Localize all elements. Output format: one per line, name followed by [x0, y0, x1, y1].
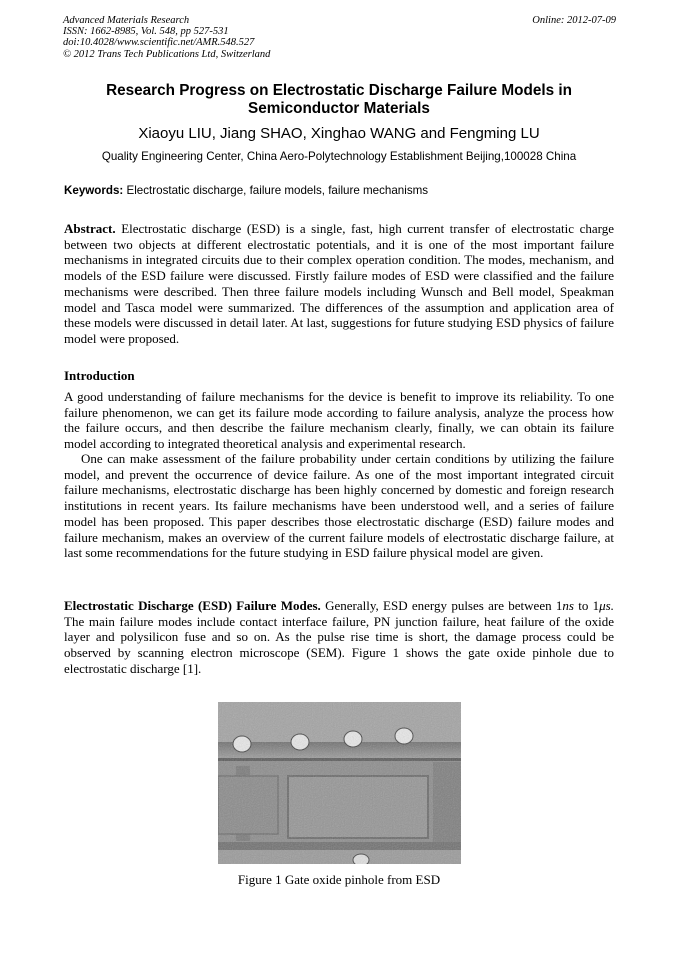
- intro-paragraph-2: One can make assessment of the failure probability under certain conditions by utilizing the failure model, and prevent the occurrence of device failure. As one of the most important integrated circuit failure mechanisms, electrostatic discharge has been highly concerned by domestic and foreign research institutions in recent years. Its failure mechanisms have been understood well, and a series of failure model has been proposed. This paper describes those electrostatic discharge (ESD) failure modes and failure mechanism, makes an overview of the current failure models of electrostatic discharge failure, at last some recommendations for the future studying in ESD failure physical model are given.: [64, 451, 614, 561]
- unit-ns: ns: [562, 598, 574, 613]
- issn-line: ISSN: 1662-8985, Vol. 548, pp 527-531: [63, 26, 229, 38]
- author-list: Xiaoyu LIU, Jiang SHAO, Xinghao WANG and Fengming LU: [138, 125, 540, 142]
- keywords-label: Keywords:: [64, 184, 124, 197]
- paper-title: Research Progress on Electrostatic Discharge Failure Models in Semiconductor Materials: [106, 82, 572, 117]
- sem-micrograph-figure: [218, 702, 461, 864]
- keywords-text: Electrostatic discharge, failure models, failure mechanisms: [123, 184, 429, 197]
- abstract-label: Abstract.: [64, 221, 116, 236]
- unit-us: μs.: [599, 598, 614, 613]
- esd-modes-label: Electrostatic Discharge (ESD) Failure Modes.: [64, 598, 321, 613]
- affiliation: Quality Engineering Center, China Aero-Polytechnology Establishment Beijing,100028 China: [101, 150, 577, 163]
- esd-text-c: The main failure modes include contact interface failure, PN junction failure, heat failure of the oxide layer and polysilicon fuse and so on. As the pulse rise time is short, the damage process could be observed by scanning electron microscope (SEM). Figure 1 shows the gate oxide pinhole due to electrostatic discharge [1].: [64, 613, 614, 676]
- intro-paragraph-1: A good understanding of failure mechanisms for the device is benefit to improve its reliability. To one failure phenomenon, we can get its failure mode according to failure analysis, analyze the process how the failure occurs, and then describe the failure mechanism clearly, finally, we can obtain its failure model according to integrated theoretical analysis and experimental research.: [64, 389, 614, 452]
- sem-micrograph-image: [218, 702, 461, 864]
- esd-text-a: Generally, ESD energy pulses are between 1: [320, 598, 563, 613]
- online-date: Online: 2012-07-09: [532, 15, 616, 26]
- abstract-paragraph: [64, 221, 614, 347]
- section-heading-introduction: Introduction: [64, 368, 135, 383]
- keywords: [64, 184, 616, 198]
- copyright-line: © 2012 Trans Tech Publications Ltd, Switzerland: [63, 48, 271, 60]
- journal-name: Advanced Materials Research: [63, 15, 190, 26]
- abstract-text: Electrostatic discharge (ESD) is a single, fast, high current transfer of electrostatic charge between two objects at different electrostatic potentials, and it is one of the most important failure mechanisms in integrated circuits due to their complex operation condition. The modes, mechanism, and models of the ESD failure were discussed. Firstly failure modes of ESD were classified and the failure mechanisms were described. Then three failure models including Wunsch and Bell model, Speakman model and Tasca model were summarized. The differences of the assumption and application area of these models were discussed in detail later. At last, suggestions for future studying ESD physics of failure model were proposed.: [64, 221, 614, 346]
- doi-line: doi:10.4028/www.scientific.net/AMR.548.527: [63, 37, 255, 49]
- esd-modes-paragraph: [64, 598, 614, 677]
- esd-text-b: to 1: [573, 598, 600, 613]
- journal-header: [63, 15, 270, 60]
- figure-caption: Figure 1 Gate oxide pinhole from ESD: [237, 872, 441, 887]
